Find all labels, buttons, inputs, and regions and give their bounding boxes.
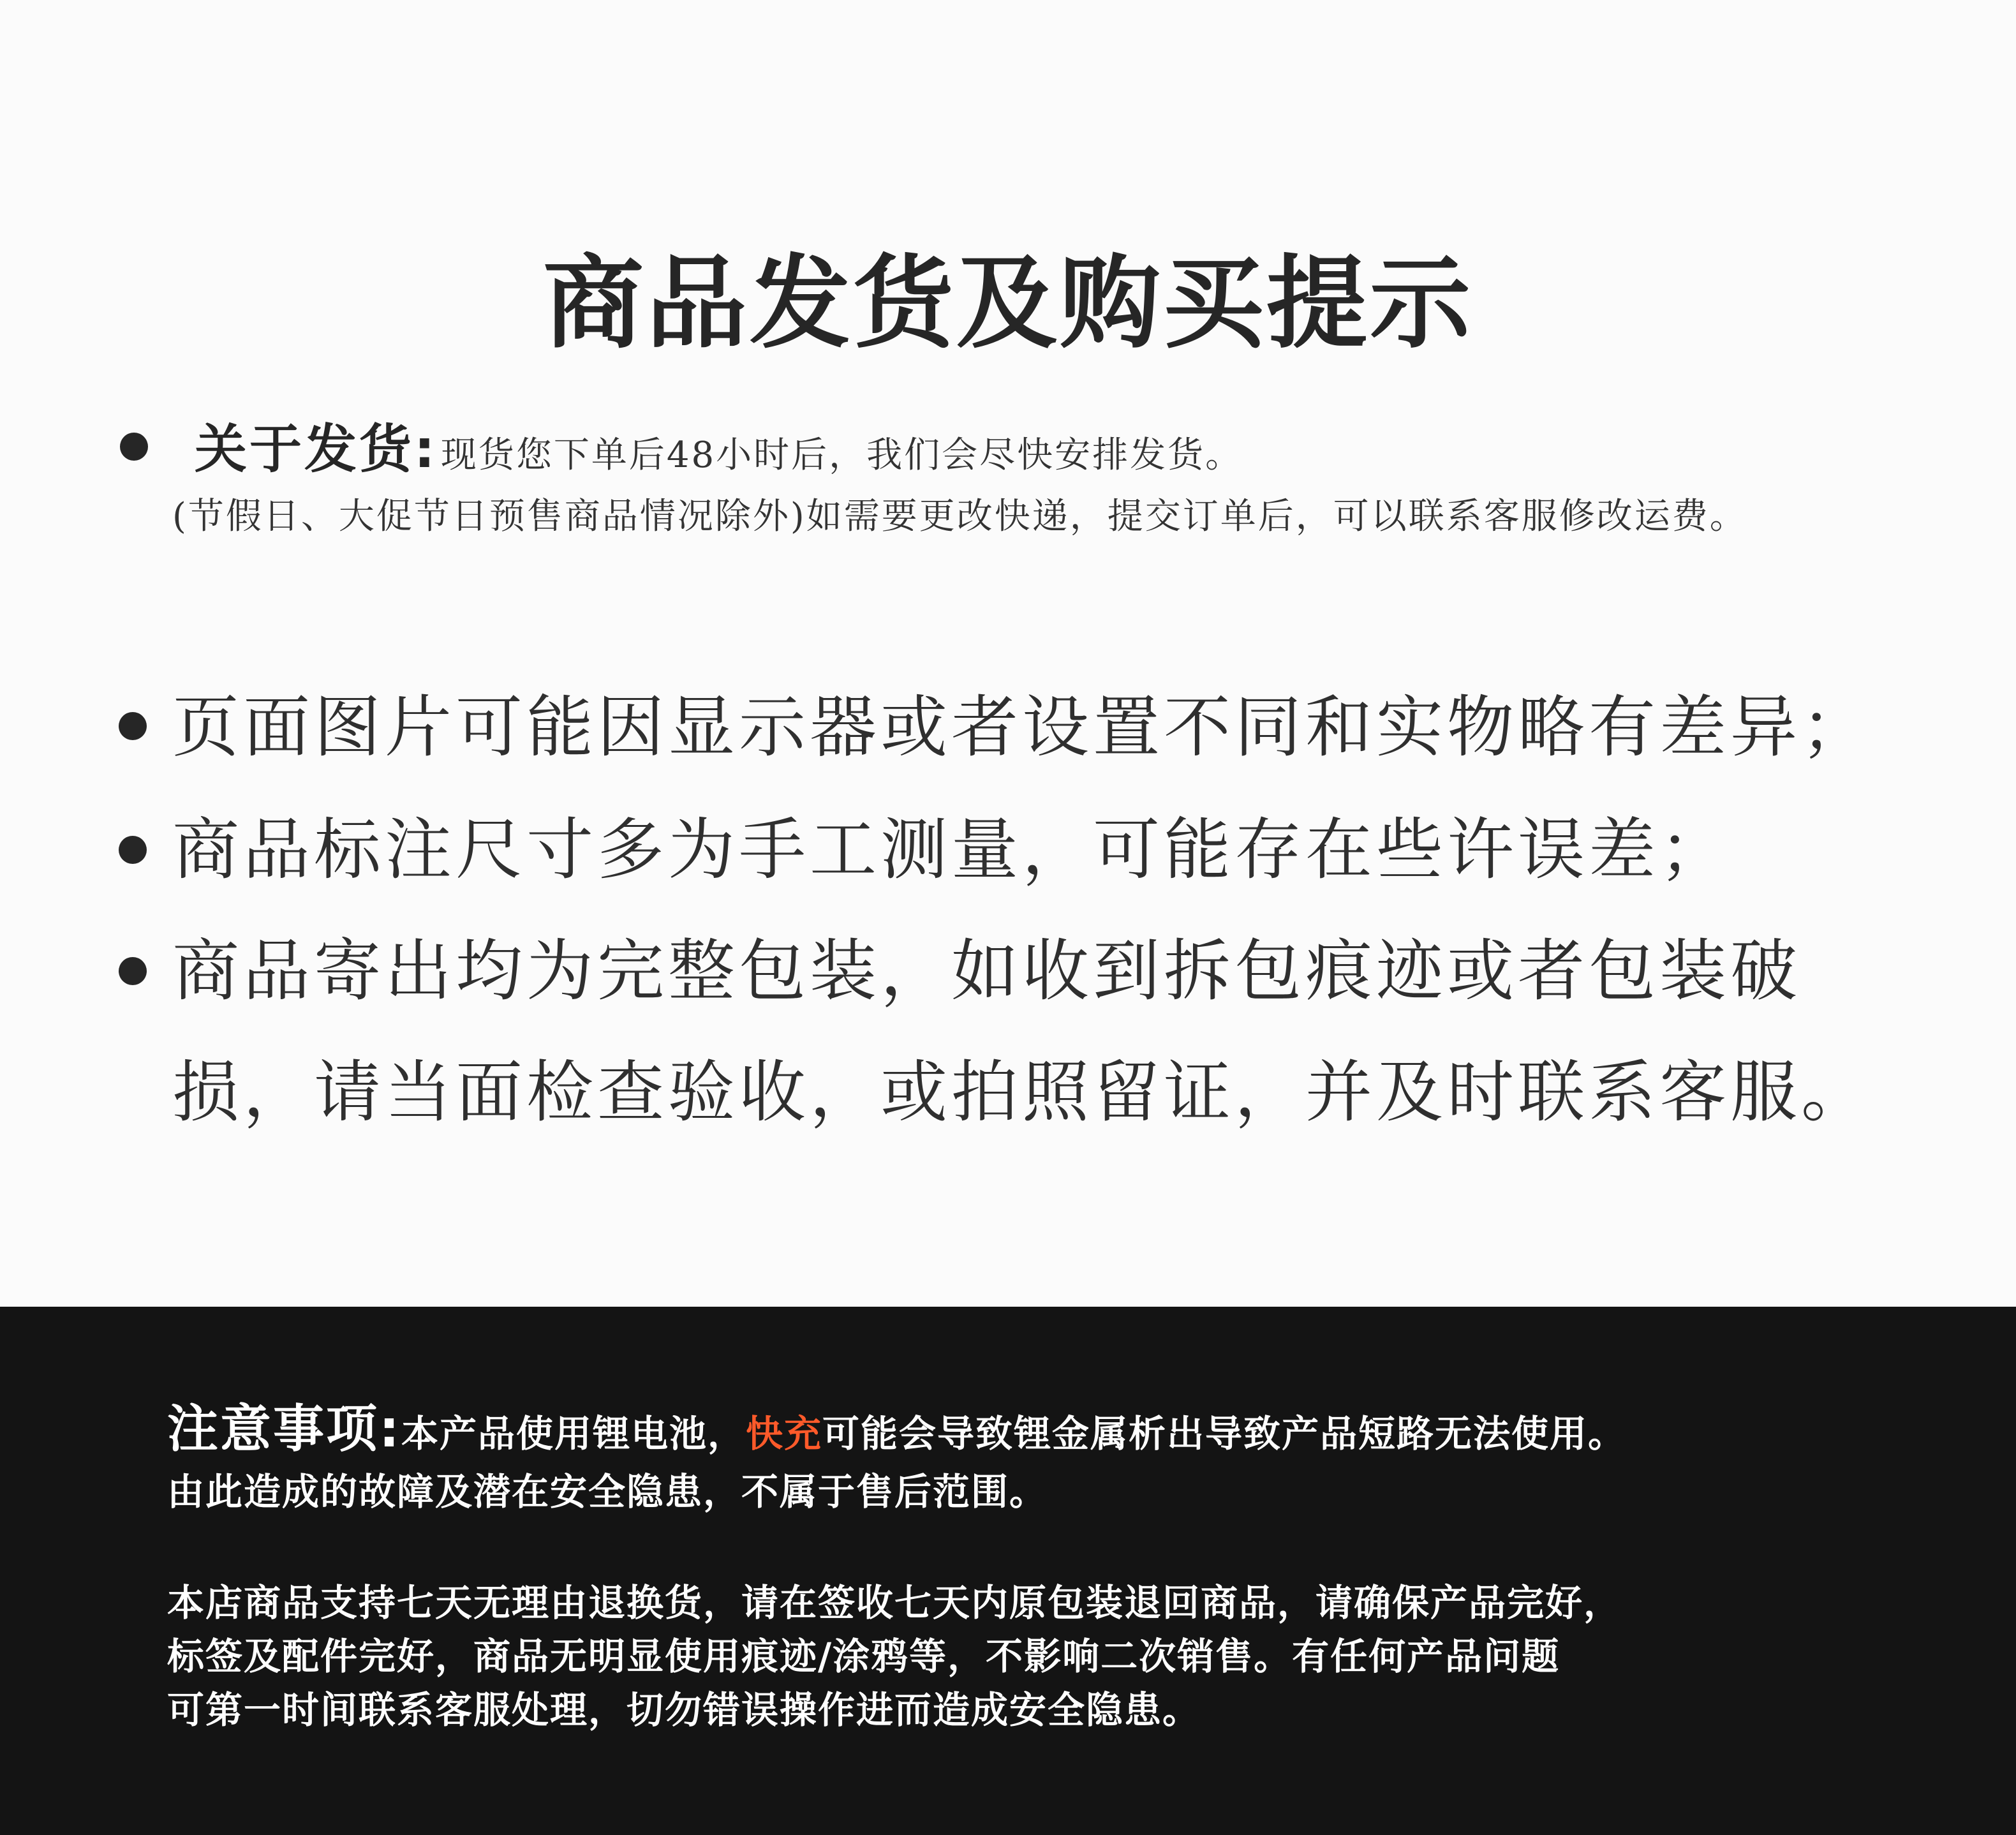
- caution-text-after: 可能会导致锂金属析出导致产品短路无法使用。: [822, 1412, 1627, 1455]
- shipping-text: 现货您下单后48小时后，我们会尽快安排发货。: [440, 435, 1243, 476]
- caution-notice: [167, 1397, 1992, 1518]
- returns-policy: [167, 1576, 1622, 1737]
- bullet-notice-2: [119, 836, 147, 864]
- bullet-shipping: [120, 433, 148, 461]
- shipping-label: 关于发货:: [195, 419, 438, 480]
- caution-label: 注意事项:: [167, 1399, 401, 1459]
- caution-highlight: 快充: [746, 1412, 823, 1455]
- returns-line: 本店商品支持七天无理由退换货，请在签收七天内原包装退回商品，请确保产品完好，: [167, 1581, 1622, 1624]
- bullet-notice-1: [119, 712, 147, 740]
- page-title: 商品发货及购买提示: [543, 244, 1473, 362]
- returns-line: 可第一时间联系客服处理，切勿错误操作进而造成安全隐患。: [167, 1688, 1201, 1732]
- shipping-note: (节假日、大促节日预售商品情况除外)如需要更改快递，提交订单后，可以联系客服修改运费。: [172, 496, 1747, 537]
- notice-packaging: 商品寄出均为完整包装，如收到拆包痕迹或者包装破: [172, 932, 1802, 1010]
- notice-measurement: 商品标注尺寸多为手工测量，可能存在些许误差；: [172, 811, 1731, 889]
- returns-line: 标签及配件完好，商品无明显使用痕迹/涂鸦等，不影响二次销售。有任何产品问题: [167, 1635, 1560, 1678]
- shipping-info: [195, 418, 1243, 496]
- caution-text-before: 本产品使用锂电池，: [401, 1412, 746, 1455]
- bullet-notice-3: [119, 957, 147, 985]
- notice-display-difference: 页面图片可能因显示器或者设置不同和实物略有差异；: [172, 688, 1872, 766]
- notice-packaging-continued: 损，请当面检查验收，或拍照留证，并及时联系客服。: [172, 1053, 1872, 1131]
- dark-notice-panel: [0, 1307, 2016, 1835]
- caution-line2: 由此造成的故障及潜在安全隐患，不属于售后范围。: [167, 1470, 1048, 1513]
